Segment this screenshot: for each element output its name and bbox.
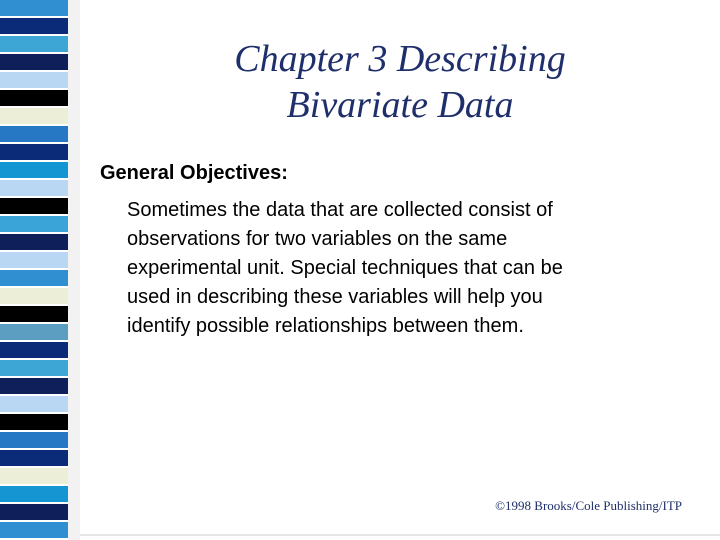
- decorative-stripe: [0, 270, 68, 286]
- decorative-stripe: [0, 252, 68, 268]
- decorative-stripe: [0, 306, 68, 322]
- decorative-stripe: [0, 288, 68, 304]
- decorative-stripe: [0, 54, 68, 70]
- decorative-stripe: [0, 360, 68, 376]
- decorative-stripe: [0, 126, 68, 142]
- body-line: observations for two variables on the same: [127, 228, 508, 250]
- decorative-stripe: [0, 468, 68, 484]
- decorative-stripe: [0, 162, 68, 178]
- decorative-stripe: [0, 216, 68, 232]
- decorative-stripe: [0, 198, 68, 214]
- section-subheading: General Objectives:: [100, 162, 288, 184]
- decorative-stripe: [0, 144, 68, 160]
- stripe-bar-edge: [68, 0, 80, 540]
- decorative-stripe: [0, 0, 68, 16]
- body-line: used in describing these variables will help you: [127, 286, 543, 308]
- decorative-stripe: [0, 432, 68, 448]
- decorative-stripe: [0, 486, 68, 502]
- slide-title-line-1: Chapter 3 Describing: [234, 38, 566, 80]
- decorative-stripe: [0, 414, 68, 430]
- decorative-stripe: [0, 180, 68, 196]
- body-paragraph: [127, 196, 667, 341]
- slide-title-line-2: Bivariate Data: [286, 84, 514, 126]
- body-line: identify possible relationships between them.: [127, 315, 524, 337]
- decorative-stripe: [0, 90, 68, 106]
- decorative-stripe: [0, 450, 68, 466]
- decorative-stripe: [0, 396, 68, 412]
- bottom-divider: [80, 534, 720, 536]
- decorative-stripe: [0, 324, 68, 340]
- decorative-stripe: [0, 522, 68, 538]
- copyright-footer: ©1998 Brooks/Cole Publishing/ITP: [495, 498, 682, 513]
- decorative-stripe: [0, 18, 68, 34]
- decorative-stripe: [0, 72, 68, 88]
- decorative-stripe: [0, 108, 68, 124]
- decorative-stripe: [0, 378, 68, 394]
- decorative-stripe: [0, 36, 68, 52]
- slide-title: [150, 36, 650, 128]
- body-line: Sometimes the data that are collected consist of: [127, 199, 553, 221]
- body-line: experimental unit. Special techniques that can be: [127, 257, 563, 279]
- decorative-stripe: [0, 234, 68, 250]
- decorative-stripe: [0, 504, 68, 520]
- decorative-stripe: [0, 342, 68, 358]
